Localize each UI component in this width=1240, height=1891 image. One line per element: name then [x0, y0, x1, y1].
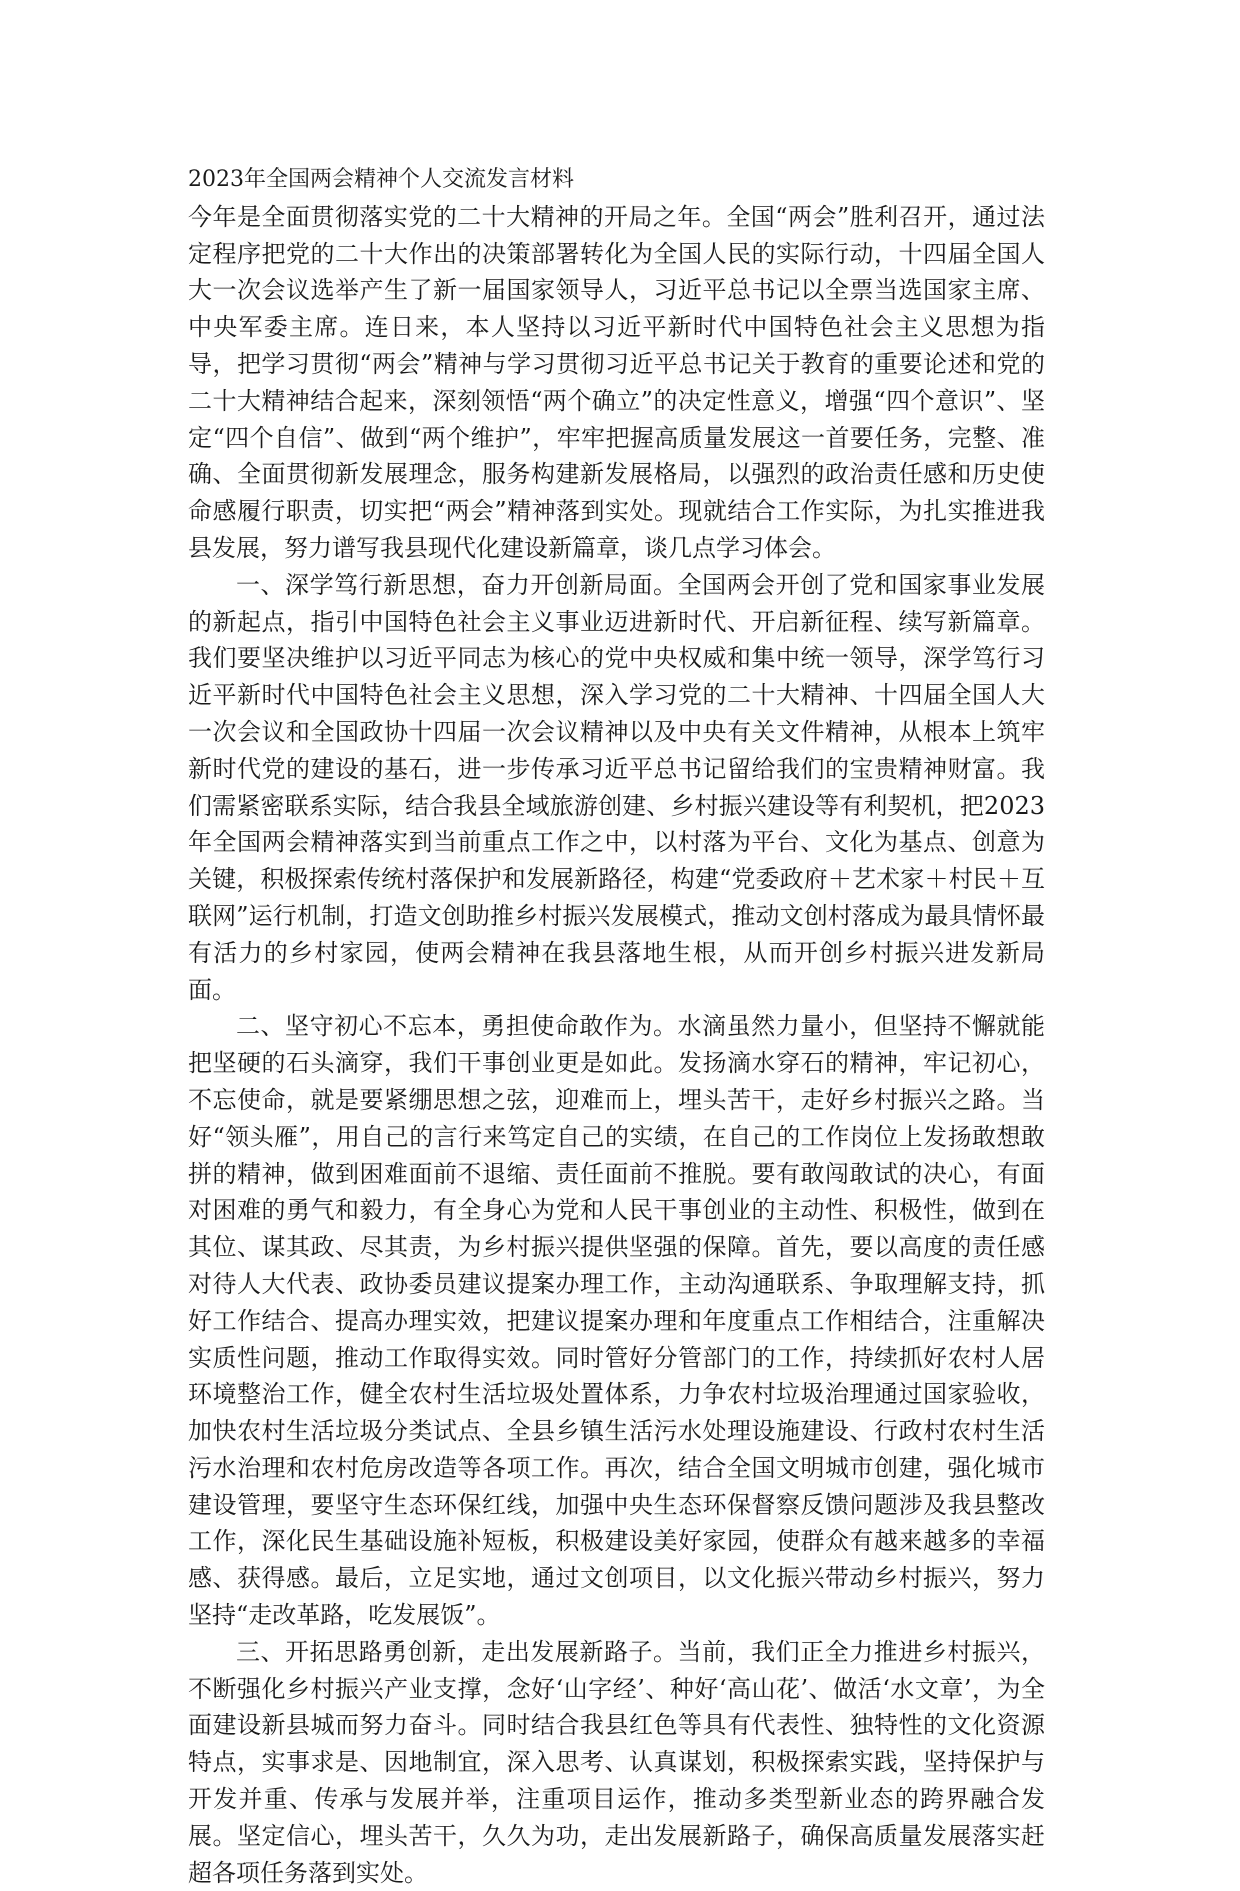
section-two-paragraph: 二、坚守初心不忘本，勇担使命敢作为。水滴虽然力量小，但坚持不懈就能把坚硬的石头滴穿，我们干事创业更是如此。发扬滴水穿石的精神，牢记初心，不忘使命，就是要紧绷思想之弦，迎难而上，埋头苦干，走好乡村振兴之路。当好“领头雁”，用自己的言行来笃定自己的实绩，在自己的工作岗位上发扬敢想敢拼的精神，做到困难面前不退缩、责任面前不推脱。要有敢闯敢试的决心，有面对困难的勇气和毅力，有全身心为党和人民干事创业的主动性、积极性，做到在其位、谋其政、尽其责，为乡村振兴提供坚强的保障。首先，要以高度的责任感对待人大代表、政协委员建议提案办理工作，主动沟通联系、争取理解支持，抓好工作结合、提高办理实效，把建议提案办理和年度重点工作相结合，注重解决实质性问题，推动工作取得实效。同时管好分管部门的工作，持续抓好农村人居环境整治工作，健全农村生活垃圾处置体系，力争农村垃圾治理通过国家验收，加快农村生活垃圾分类试点、全县乡镇生活污水处理设施建设、行政村农村生活污水治理和农村危房改造等各项工作。再次，结合全国文明城市创建，强化城市建设管理，要坚守生态环保红线，加强中央生态环保督察反馈问题涉及我县整改工作，深化民生基础设施补短板，积极建设美好家园，使群众有越来越多的幸福感、获得感。最后，立足实地，通过文创项目，以文化振兴带动乡村振兴，努力坚持“走改革路，吃发展饭”。: [188, 1012, 1045, 1630]
document-body: [188, 162, 1045, 1891]
section-one-paragraph: 一、深学笃行新思想，奋力开创新局面。全国两会开创了党和国家事业发展的新起点，指引中国特色社会主义事业迈进新时代、开启新征程、续写新篇章。我们要坚决维护以习近平同志为核心的党中央权威和集中统一领导，深学笃行习近平新时代中国特色社会主义思想，深入学习党的二十大精神、十四届全国人大一次会议和全国政协十四届一次会议精神以及中央有关文件精神，从根本上筑牢新时代党的建设的基石，进一步传承习近平总书记留给我们的宝贵精神财富。我们需紧密联系实际，结合我县全域旅游创建、乡村振兴建设等有利契机，把2023年全国两会精神落实到当前重点工作之中，以村落为平台、文化为基点、创意为关键，积极探索传统村落保护和发展新路径，构建“党委政府＋艺术家＋村民＋互联网”运行机制，打造文创助推乡村振兴发展模式，推动文创村落成为最具情怀最有活力的乡村家园，使两会精神在我县落地生根，从而开创乡村振兴进发新局面。: [188, 570, 1045, 1004]
intro-paragraph: 今年是全面贯彻落实党的二十大精神的开局之年。全国“两会”胜利召开，通过法定程序把党的二十大作出的决策部署转化为全国人民的实际行动，十四届全国人大一次会议选举产生了新一届国家领导人，习近平总书记以全票当选国家主席、中央军委主席。连日来，本人坚持以习近平新时代中国特色社会主义思想为指导，把学习贯彻“两会”精神与学习贯彻习近平总书记关于教育的重要论述和党的二十大精神结合起来，深刻领悟“两个确立”的决定性意义，增强“四个意识”、坚定“四个自信”、做到“两个维护”，牢牢把握高质量发展这一首要任务，完整、准确、全面贯彻新发展理念，服务构建新发展格局，以强烈的政治责任感和历史使命感履行职责，切实把“两会”精神落到实处。现就结合工作实际，为扎实推进我县发展，努力谱写我县现代化建设新篇章，谈几点学习体会。: [188, 202, 1045, 562]
document-title: 2023年全国两会精神个人交流发言材料: [188, 167, 574, 192]
section-three-paragraph: 三、开拓思路勇创新，走出发展新路子。当前，我们正全力推进乡村振兴，不断强化乡村振兴产业支撑，念好‘山字经’、种好‘高山花’、做活‘水文章’，为全面建设新县城而努力奋斗。同时结合我县红色等具有代表性、独特性的文化资源特点，实事求是、因地制宜，深入思考、认真谋划，积极探索实践，坚持保护与开发并重、传承与发展并举，注重项目运作，推动多类型新业态的跨界融合发展。坚定信心，埋头苦干，久久为功，走出发展新路子，确保高质量发展落实赶超各项任务落到实处。: [188, 1637, 1045, 1887]
